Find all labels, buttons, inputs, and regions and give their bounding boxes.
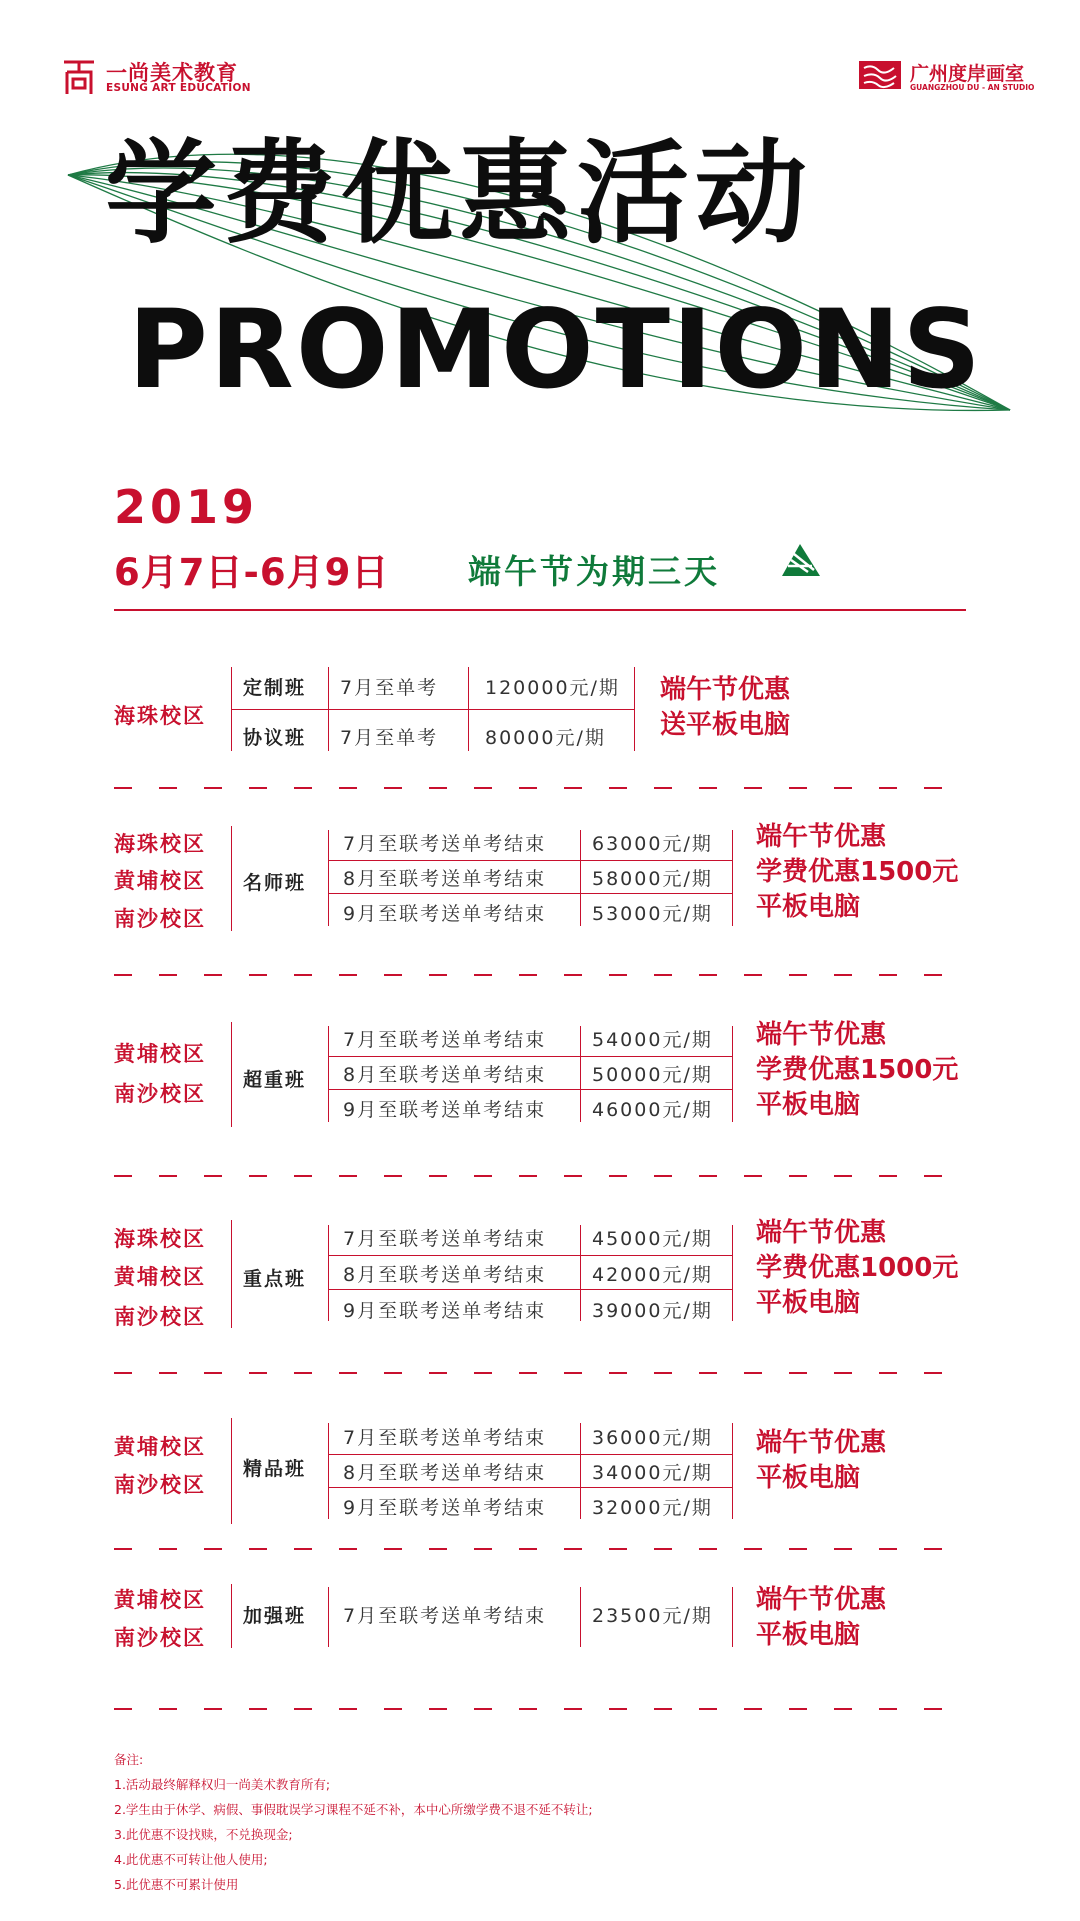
row-divider (328, 1487, 732, 1488)
divider (732, 1225, 733, 1321)
festival-label: 端午节为期三天 (468, 552, 720, 591)
period-cell: 7月至单考 (340, 677, 439, 699)
duan-logo-sub: GUANGZHOU DU - AN STUDIO (910, 83, 1035, 92)
price-cell: 50000元/期 (592, 1064, 713, 1086)
promo-line: 平板电脑 (756, 1288, 861, 1318)
row-divider (328, 893, 732, 894)
campus-label: 黄埔校区 (114, 1042, 206, 1066)
promo-line: 平板电脑 (756, 1620, 861, 1650)
dashed-divider (114, 974, 966, 976)
price-cell: 32000元/期 (592, 1497, 713, 1519)
class-name: 协议班 (243, 727, 307, 749)
promo-line: 端午节优惠 (756, 1020, 887, 1050)
dashed-divider (114, 1708, 966, 1710)
promo-line: 学费优惠1500元 (756, 1055, 959, 1085)
dashed-divider (114, 1175, 966, 1177)
divider (580, 1026, 581, 1122)
row-divider (328, 1089, 732, 1090)
row-divider (328, 1056, 732, 1057)
price-cell: 36000元/期 (592, 1427, 713, 1449)
row-divider (231, 709, 634, 710)
campus-label: 南沙校区 (114, 1626, 206, 1650)
notes-heading: 备注: (114, 1752, 144, 1767)
price-cell: 23500元/期 (592, 1605, 713, 1627)
row-divider (328, 860, 732, 861)
class-name: 名师班 (243, 872, 307, 894)
period-cell: 7月至联考送单考结束 (343, 1029, 547, 1051)
class-name: 重点班 (243, 1268, 307, 1290)
campus-label: 黄埔校区 (114, 1588, 206, 1612)
campus-label: 南沙校区 (114, 1082, 206, 1106)
period-cell: 8月至联考送单考结束 (343, 1462, 547, 1484)
row-divider (328, 1454, 732, 1455)
promo-line: 端午节优惠 (756, 1218, 887, 1248)
divider (732, 1423, 733, 1519)
campus-label: 南沙校区 (114, 1473, 206, 1497)
period-cell: 9月至联考送单考结束 (343, 903, 547, 925)
promo-line: 端午节优惠 (660, 675, 791, 705)
promo-line: 端午节优惠 (756, 1428, 887, 1458)
period-cell: 7月至联考送单考结束 (343, 833, 547, 855)
promo-line: 平板电脑 (756, 1090, 861, 1120)
dashed-divider (114, 1372, 966, 1374)
note-item: 4.此优惠不可转让他人使用; (114, 1852, 268, 1867)
divider (231, 1022, 232, 1127)
divider (328, 1026, 329, 1122)
promo-line: 送平板电脑 (660, 710, 791, 740)
divider (732, 830, 733, 926)
campus-label: 海珠校区 (114, 1227, 206, 1251)
price-cell: 39000元/期 (592, 1300, 713, 1322)
dashed-divider (114, 787, 966, 789)
divider (732, 1026, 733, 1122)
row-divider (328, 1289, 732, 1290)
price-cell: 46000元/期 (592, 1099, 713, 1121)
note-item: 3.此优惠不设找赎，不兑换现金; (114, 1827, 293, 1842)
campus-label: 南沙校区 (114, 1305, 206, 1329)
campus-label: 海珠校区 (114, 832, 206, 856)
price-cell: 45000元/期 (592, 1228, 713, 1250)
price-cell: 63000元/期 (592, 833, 713, 855)
price-cell: 80000元/期 (485, 727, 606, 749)
divider (328, 1423, 329, 1519)
note-item: 5.此优惠不可累计使用 (114, 1877, 239, 1892)
campus-label: 海珠校区 (114, 704, 206, 728)
row-divider (328, 1255, 732, 1256)
price-cell: 120000元/期 (485, 677, 620, 699)
promo-line: 端午节优惠 (756, 822, 887, 852)
promo-line: 学费优惠1500元 (756, 857, 959, 887)
class-name: 精品班 (243, 1458, 307, 1480)
campus-label: 黄埔校区 (114, 869, 206, 893)
period-cell: 7月至联考送单考结束 (343, 1228, 547, 1250)
period-cell: 7月至联考送单考结束 (343, 1427, 547, 1449)
esung-logo-sub: ESUNG ART EDUCATION (106, 82, 251, 94)
notes (114, 1747, 593, 1897)
period-cell: 7月至单考 (340, 727, 439, 749)
divider (328, 830, 329, 926)
page-title-english: PROMOTIONS (128, 286, 983, 413)
campus-label: 黄埔校区 (114, 1435, 206, 1459)
divider (580, 830, 581, 926)
divider (231, 826, 232, 931)
promo-line: 学费优惠1000元 (756, 1253, 959, 1283)
promo-line: 端午节优惠 (756, 1585, 887, 1615)
period-cell: 9月至联考送单考结束 (343, 1497, 547, 1519)
price-cell: 34000元/期 (592, 1462, 713, 1484)
period-cell: 8月至联考送单考结束 (343, 1064, 547, 1086)
divider (231, 1418, 232, 1524)
class-name: 加强班 (243, 1605, 307, 1627)
dashed-divider (114, 1548, 966, 1550)
event-dates: 6月7日-6月9日 (114, 551, 390, 594)
price-cell: 53000元/期 (592, 903, 713, 925)
divider (328, 1587, 329, 1647)
price-cell: 42000元/期 (592, 1264, 713, 1286)
divider (580, 1587, 581, 1647)
campus-label: 黄埔校区 (114, 1265, 206, 1289)
period-cell: 8月至联考送单考结束 (343, 1264, 547, 1286)
divider (231, 1220, 232, 1328)
divider (732, 1587, 733, 1647)
event-year: 2019 (114, 480, 259, 534)
period-cell: 9月至联考送单考结束 (343, 1099, 547, 1121)
esung-logo-name: 一尚美术教育 (106, 61, 238, 85)
period-cell: 7月至联考送单考结束 (343, 1605, 547, 1627)
duan-logo-name: 广州度岸画室 (910, 63, 1025, 85)
zongzi-icon (778, 540, 824, 580)
divider (231, 1584, 232, 1648)
note-item: 1.活动最终解释权归一尚美术教育所有; (114, 1777, 331, 1792)
class-name: 定制班 (243, 677, 307, 699)
price-cell: 58000元/期 (592, 868, 713, 890)
note-item: 2.学生由于休学、病假、事假耽误学习课程不延不补，本中心所缴学费不退不延不转让; (114, 1802, 593, 1817)
header-divider (114, 609, 966, 611)
divider (580, 1225, 581, 1321)
promo-line: 平板电脑 (756, 892, 861, 922)
promo-line: 平板电脑 (756, 1463, 861, 1493)
page-title: 学费优惠活动 (105, 129, 813, 259)
campus-label: 南沙校区 (114, 907, 206, 931)
divider (328, 1225, 329, 1321)
divider (580, 1423, 581, 1519)
period-cell: 8月至联考送单考结束 (343, 868, 547, 890)
period-cell: 9月至联考送单考结束 (343, 1300, 547, 1322)
price-cell: 54000元/期 (592, 1029, 713, 1051)
divider (634, 667, 635, 751)
class-name: 超重班 (243, 1069, 307, 1091)
